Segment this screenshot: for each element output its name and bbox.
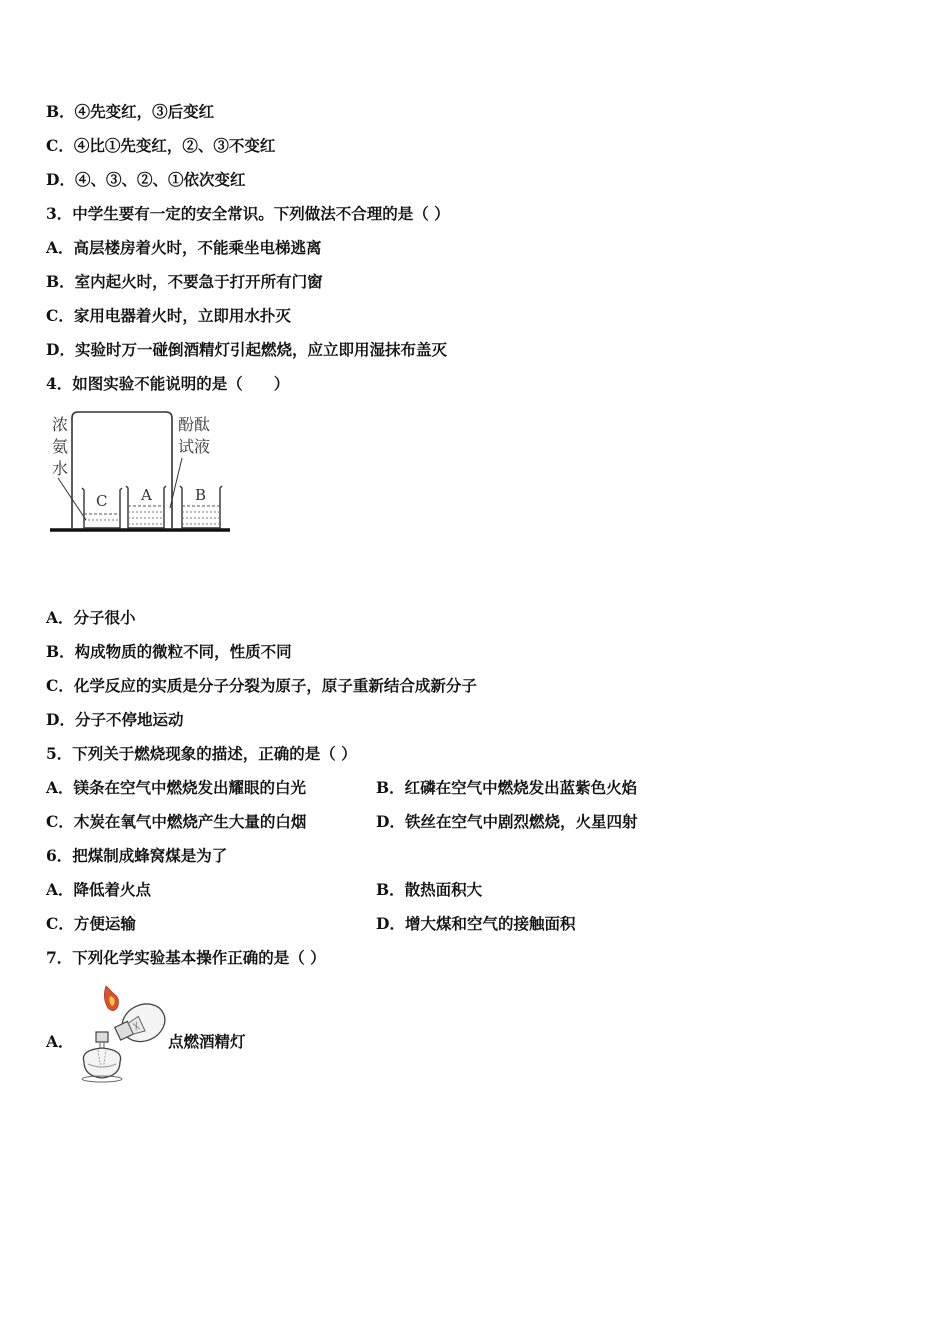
q4-stem: 4．如图实验不能说明的是（ ） — [46, 374, 290, 393]
q4-option-d: D．分子不停地运动 — [46, 710, 184, 729]
q3-option-d: D．实验时万一碰倒酒精灯引起燃烧，应立即用湿抹布盖灭 — [46, 340, 447, 359]
q3-option-c: C．家用电器着火时，立即用水扑灭 — [46, 306, 291, 325]
q7-option-a-caption: 点燃酒精灯 — [168, 1032, 246, 1051]
q6-stem: 6．把煤制成蜂窝煤是为了 — [46, 846, 228, 865]
q5-option-b: B．红磷在空气中燃烧发出蓝紫色火焰 — [376, 778, 638, 797]
beaker-b-label: B — [195, 486, 207, 504]
alcohol-lamp-figure — [70, 980, 170, 1086]
q7-stem: 7．下列化学实验基本操作正确的是（ ） — [46, 948, 326, 967]
beaker-a-label: A — [141, 486, 152, 504]
q2-option-c: C．④比①先变红，②、③不变红 — [46, 136, 276, 155]
q6-option-b: B．散热面积大 — [376, 880, 483, 899]
q4-option-b: B．构成物质的微粒不同，性质不同 — [46, 642, 292, 661]
tilted-lamp — [111, 997, 170, 1051]
q3-option-a: A．高层楼房着火时，不能乘坐电梯逃离 — [46, 238, 322, 257]
q6-option-c: C．方便运输 — [46, 914, 136, 933]
q4-figure-ammonia-diffusion — [46, 408, 246, 538]
q4-option-a: A．分子很小 — [46, 608, 136, 627]
q4-option-c: C．化学反应的实质是分子分裂为原子，原子重新结合成新分子 — [46, 676, 477, 695]
q3-stem: 3．中学生要有一定的安全常识。下列做法不合理的是（ ） — [46, 204, 450, 223]
beaker-c-label: C — [96, 492, 108, 510]
q5-option-a: A．镁条在空气中燃烧发出耀眼的白光 — [46, 778, 307, 797]
q7-option-a-label: A． — [46, 1032, 74, 1051]
label-nong: 浓 — [52, 415, 69, 434]
lower-lamp — [82, 1032, 122, 1082]
q2-option-b: B．④先变红，③后变红 — [46, 102, 215, 121]
label-shui: 水 — [52, 459, 69, 478]
label-solution: 试液 — [178, 437, 211, 456]
label-an: 氨 — [52, 437, 69, 456]
q6-option-a: A．降低着火点 — [46, 880, 152, 899]
q5-option-d: D．铁丝在空气中剧烈燃烧，火星四射 — [376, 812, 638, 831]
label-phenolphthalein: 酚酞 — [178, 415, 211, 434]
q2-option-d: D．④、③、②、①依次变红 — [46, 170, 246, 189]
q5-option-c: C．木炭在氧气中燃烧产生大量的白烟 — [46, 812, 307, 831]
q5-stem: 5．下列关于燃烧现象的描述，正确的是（ ） — [46, 744, 357, 763]
bell-jar — [72, 412, 172, 528]
q3-option-b: B．室内起火时，不要急于打开所有门窗 — [46, 272, 323, 291]
q6-option-d: D．增大煤和空气的接触面积 — [376, 914, 576, 933]
